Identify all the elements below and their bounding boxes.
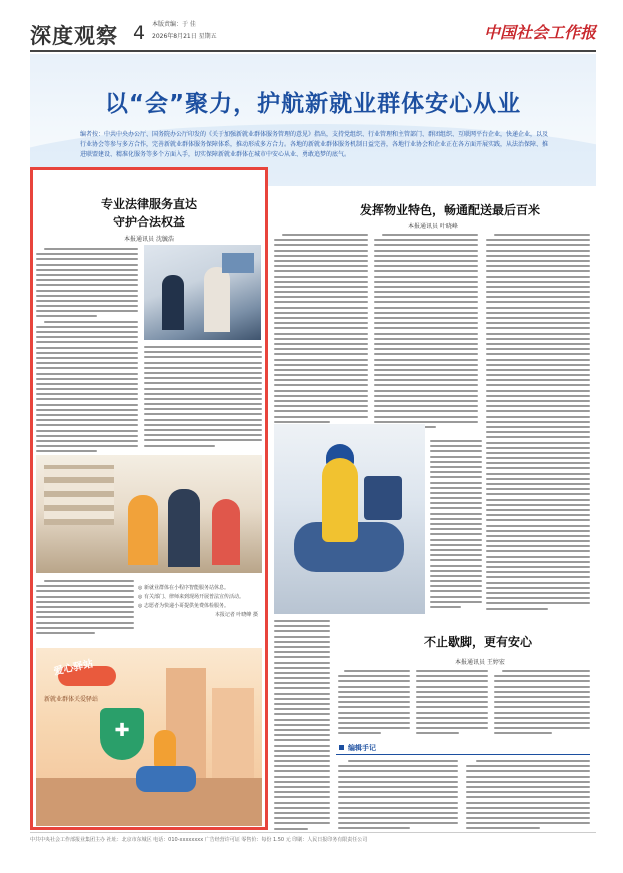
caption-line: ◎ 新就业群体在小程序智能服务站休息。: [138, 585, 229, 591]
page-footer: 中共中央社会工作部报业集团主办 社址：北京市东城区 电话：010-xxxxxxxx 广告经营许可证 零售价：每份 1.50 元 印刷：人民日报印务有限责任公司: [30, 832, 596, 843]
date-line: 2026年8月21日 星期五: [152, 33, 217, 40]
article-body-text: [486, 234, 590, 613]
article-body-text: [338, 670, 410, 737]
article-byline-right: 本报通讯员 叶晓峰: [408, 223, 458, 230]
main-headline: 以“会”聚力，护航新就业群体安心从业: [104, 91, 522, 117]
article-title-right[interactable]: 发挥物业特色，畅通配送最后百米: [360, 203, 541, 217]
editor-note: 编者按：中共中央办公厅、国务院办公厅印发的《关于加强新就业群体服务管理的意见》指出，支持党组织、行业管理和主管部门、群团组织、互联网平台企业，快递企业，以及行业协会等参与多方合作，完善新就业群体服务保障体系，推动形成多方合力。各地的新就业群体服务机制日益完善，各地行业协会和企业正在各方面开展实践，从法治保障、推进联盟建设、精准化服务等多个方面入手，切实保障新就业群体在城市中安心从业、勇敢追梦的底气。: [80, 131, 549, 158]
photo-delivery-rider: [274, 424, 425, 614]
caption-credit: 本报记者 叶晓峰 摄: [214, 612, 258, 618]
article-title-right-2[interactable]: 不止歇脚，更有安心: [424, 635, 533, 649]
notes-divider: [336, 754, 590, 755]
caption-line: ◎ 志愿者为快递小哥提供免费体检服务。: [138, 603, 229, 609]
editor-line: 本版责编：于 佳: [152, 21, 196, 28]
article-body-text: [494, 670, 590, 737]
editor-notes-title[interactable]: 编辑手记: [339, 743, 376, 753]
section-title: 深度观察: [30, 24, 118, 48]
page-number: 4: [133, 22, 146, 44]
article-title-line2[interactable]: 守护合法权益: [112, 215, 185, 229]
article-body-text: [144, 346, 262, 450]
page-header: [30, 14, 596, 50]
article-body-text: [36, 248, 138, 456]
illustration-caption: 新就业群体关爱驿站: [44, 696, 99, 703]
article-byline-right-2: 本报通讯员 王婷宏: [455, 659, 505, 666]
article-body-text: [274, 234, 368, 426]
article-body-text: [430, 440, 482, 611]
shield-icon: ✚: [114, 720, 130, 741]
article-body-text: [466, 760, 590, 833]
photo-captions: [138, 584, 258, 620]
illustration-label: 爱心驿站: [52, 658, 95, 678]
header-divider: [30, 50, 596, 52]
article-byline: 本报通讯员 沈毓浩: [124, 236, 174, 243]
masthead-logo: 中国社会工作报: [483, 23, 596, 42]
article-body-text: [416, 670, 488, 737]
article-body-text: [274, 620, 330, 833]
article-title-line1[interactable]: 专业法律服务直达: [100, 197, 197, 211]
article-body-text: [338, 760, 458, 833]
caption-line: ◎ 有关部门、律师来到现场开展普法宣传活动。: [138, 594, 244, 600]
illustration-delivery: [36, 648, 262, 826]
photo-police-service: [144, 245, 261, 340]
article-body-text: [374, 234, 478, 431]
photo-canteen-workers: [36, 455, 262, 573]
article-body-text: [36, 580, 134, 637]
